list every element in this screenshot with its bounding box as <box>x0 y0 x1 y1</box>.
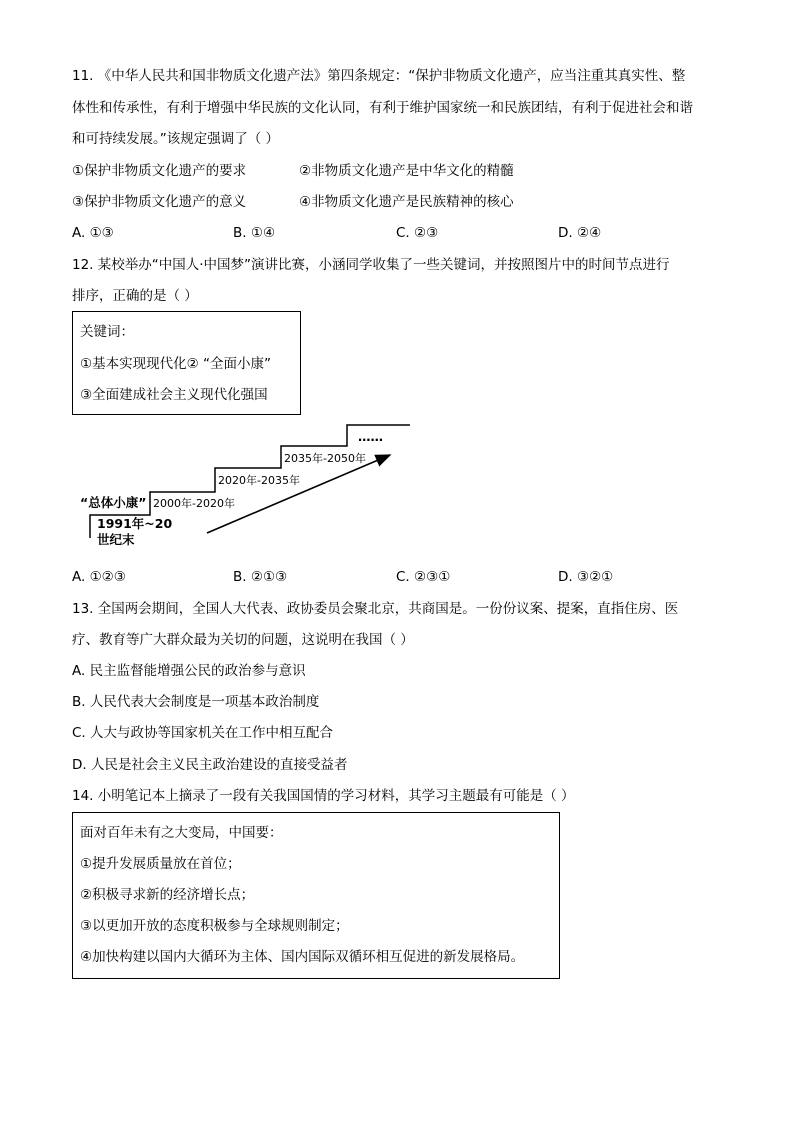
q12-timeline-diagram <box>72 420 422 555</box>
q11-option-c[interactable]: C. ②③ <box>396 225 439 241</box>
q12-keyword-line-1: ①基本实现现代化② “全面小康” <box>80 356 271 372</box>
q11-item-1: ①保护非物质文化遗产的要求 <box>72 163 247 179</box>
q12-keyword-box <box>72 311 301 415</box>
q11-line-3: 和可持续发展。”该规定强调了（ ） <box>72 131 280 147</box>
q11-line-1: 11. 《中华人民共和国非物质文化遗产法》第四条规定：“保护非物质文化遗产，应当注重其真实性、整 <box>72 68 686 84</box>
q13-option-a[interactable]: A. 民主监督能增强公民的政治参与意识 <box>72 663 306 679</box>
q14-line-1: 14. 小明笔记本上摘录了一段有关我国国情的学习材料，其学习主题最有可能是（ ） <box>72 788 575 804</box>
q13-line-1: 13. 全国两会期间，全国人大代表、政协委员会聚北京，共商国是。一份份议案、提案，直指住房、医 <box>72 601 679 617</box>
q11-item-4: ④非物质文化遗产是民族精神的核心 <box>299 194 514 210</box>
q12-option-b[interactable]: B. ②①③ <box>233 569 288 585</box>
q11-item-3: ③保护非物质文化遗产的意义 <box>72 194 247 210</box>
q14-box-line-5: ④加快构建以国内大循环为主体、国内国际双循环相互促进的新发展格局。 <box>80 949 525 965</box>
q13-option-d[interactable]: D. 人民是社会主义民主政治建设的直接受益者 <box>72 757 348 773</box>
q14-box-line-2: ①提升发展质量放在首位； <box>80 856 241 872</box>
q14-box-line-4: ③以更加开放的态度积极参与全球规则制定； <box>80 918 349 934</box>
q13-line-2: 疗、教育等广大群众最为关切的问题，这说明在我国（ ） <box>72 632 414 648</box>
q11-item-2: ②非物质文化遗产是中华文化的精髓 <box>299 163 514 179</box>
q12-step-2000-2020: 2000年-2020年 <box>153 497 235 510</box>
q14-box-line-1: 面对百年未有之大变局，中国要： <box>80 825 283 841</box>
q12-label-total-xiaokang: “总体小康” <box>80 495 147 510</box>
q14-box-line-3: ②积极寻求新的经济增长点； <box>80 887 255 903</box>
q12-step-2020-2035: 2020年-2035年 <box>218 474 300 487</box>
q12-line-2: 排序，正确的是（ ） <box>72 288 198 304</box>
q12-label-century-end: 世纪末 <box>97 532 135 547</box>
q12-step-2035-2050: 2035年-2050年 <box>284 452 366 465</box>
q12-option-c[interactable]: C. ②③① <box>396 569 451 585</box>
q12-option-d[interactable]: D. ③②① <box>558 569 614 585</box>
q14-material-box <box>72 812 560 979</box>
q11-option-b[interactable]: B. ①④ <box>233 225 276 241</box>
q11-line-2: 体性和传承性，有利于增强中华民族的文化认同，有利于维护国家统一和民族团结，有利于促进社会和谐 <box>72 100 693 116</box>
q12-line-1: 12. 某校举办“中国人·中国梦”演讲比赛，小涵同学收集了一些关键词，并按照图片中的时间节点进行 <box>72 257 670 273</box>
q12-keyword-title: 关键词： <box>80 324 134 340</box>
q12-trend-arrow <box>207 455 390 533</box>
q12-option-a[interactable]: A. ①②③ <box>72 569 126 585</box>
q12-keyword-line-2: ③全面建成社会主义现代化强国 <box>80 387 268 403</box>
q13-option-c[interactable]: C. 人大与政协等国家机关在工作中相互配合 <box>72 725 334 741</box>
q11-option-a[interactable]: A. ①③ <box>72 225 114 241</box>
q11-option-d[interactable]: D. ②④ <box>558 225 602 241</box>
q12-step-dots: …… <box>358 429 383 444</box>
q13-option-b[interactable]: B. 人民代表大会制度是一项基本政治制度 <box>72 694 320 710</box>
q12-label-1991: 1991年~20 <box>97 516 173 531</box>
